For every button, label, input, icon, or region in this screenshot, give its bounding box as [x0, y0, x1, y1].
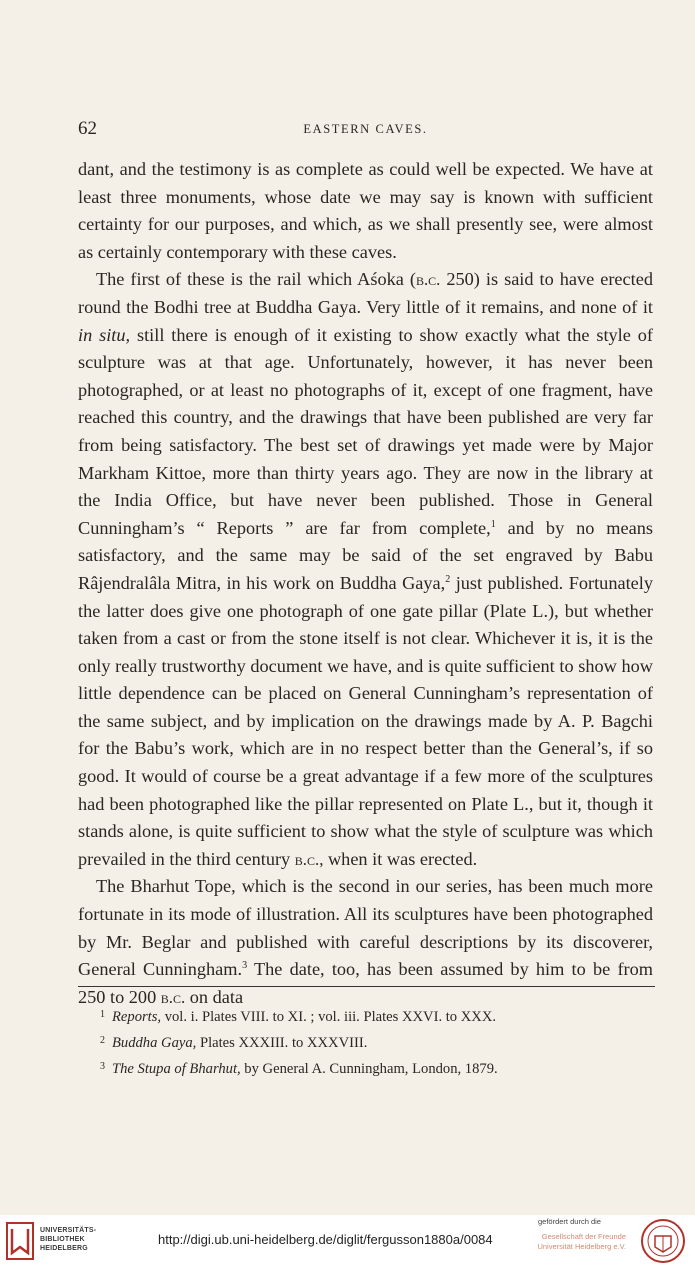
footnote-ref-1: 1 — [490, 518, 496, 530]
footnote-3: $^3$ The Stupa of Bharhut, by General A. Cunningham, London, 1879. — [100, 1061, 498, 1077]
page-number: 62 — [78, 118, 97, 139]
footnote-divider — [78, 986, 655, 987]
body-text — [78, 156, 653, 1011]
paragraph-2: The first of these is the rail which Aśoka (b.c. 250) is said to have erected round the Bodhi tree at Buddha Gaya. Very little of it remains, and none of it in situ, still there is enough of it existing to show exactly what the style of sculpture was at that age. Unfortunately, however, it has never been photographed, or at least no photographs of it, except of one fragment, have reached this country, and the drawings that have been published are very far from being satisfactory. The best set of drawings yet made were by Major Markham Kittoe, more than thirty years ago. They are now in the library at the India Office, but have never been published. Those in General Cunningham’s “ Reports ” are far from complete,$^1$ and by no means satisfactory, and the same may be said of the set engraved by Babu Râjendralâla Mitra, in his work on Buddha Gaya,$^2$ just published. Fortunately the latter does give one photograph of one gate pillar (Plate L.), but whether taken from a cast or from the stone itself is not clear. Whichever it is, it is the only really trustworthy document we have, and is quite sufficient to show how little dependence can be placed on General Cunningham’s representation of the same subject, and by implication on the drawings made by A. P. Bagchi for the Babu’s work, which are in no respect better than the General’s, if so good. It would of course be a great advantage if a few more of the sculptures had been photographed like the pillar represented on Plate L., but it, though it stands alone, is quite sufficient to show what the style of sculpture was which prevailed in the third century b.c., when it was erected. — [78, 269, 653, 869]
footnote-ref-2: 2 — [445, 573, 451, 585]
paragraph-3: The Bharhut Tope, which is the second in our series, has been much more fortunate in its mode of illustration. All its sculptures have been photographed by Mr. Beglar and published with careful descriptions by its discoverer, General Cunningham.$^3$ The date, too, has been assumed by him to be from 250 to 200 b.c. on data — [78, 876, 653, 1007]
paragraph-1: dant, and the testimony is as complete as could well be expected. We have at least three monuments, whose date we may say is known with sufficient certainty for our purposes, and which, as we shall presently see, were almost as certainly contemporary with these caves. — [78, 159, 653, 262]
running-title: EASTERN CAVES. — [303, 122, 428, 136]
library-logo-icon[interactable] — [6, 1221, 34, 1261]
digitization-footer — [0, 1215, 695, 1266]
footnote-2: $^2$ Buddha Gaya, Plates XXXIII. to XXXVIII. — [100, 1035, 368, 1051]
funded-by-label: gefördert durch die — [538, 1217, 601, 1226]
page-header — [78, 118, 653, 140]
footnotes — [100, 1003, 652, 1081]
footnote-1: $^1$ Reports, vol. i. Plates VIII. to XI. ; vol. iii. Plates XXVI. to XXX. — [100, 1009, 497, 1025]
digital-object-url[interactable]: http://digi.ub.uni-heidelberg.de/diglit/fergusson1880a/0084 — [158, 1232, 493, 1247]
sponsor-society: Gesellschaft der Freunde Universität Heidelberg e.V. — [537, 1232, 626, 1251]
footnote-ref-3: 3 — [242, 960, 248, 972]
library-name: UNIVERSITÄTS- BIBLIOTHEK HEIDELBERG — [40, 1227, 97, 1252]
university-seal-icon — [640, 1218, 686, 1264]
